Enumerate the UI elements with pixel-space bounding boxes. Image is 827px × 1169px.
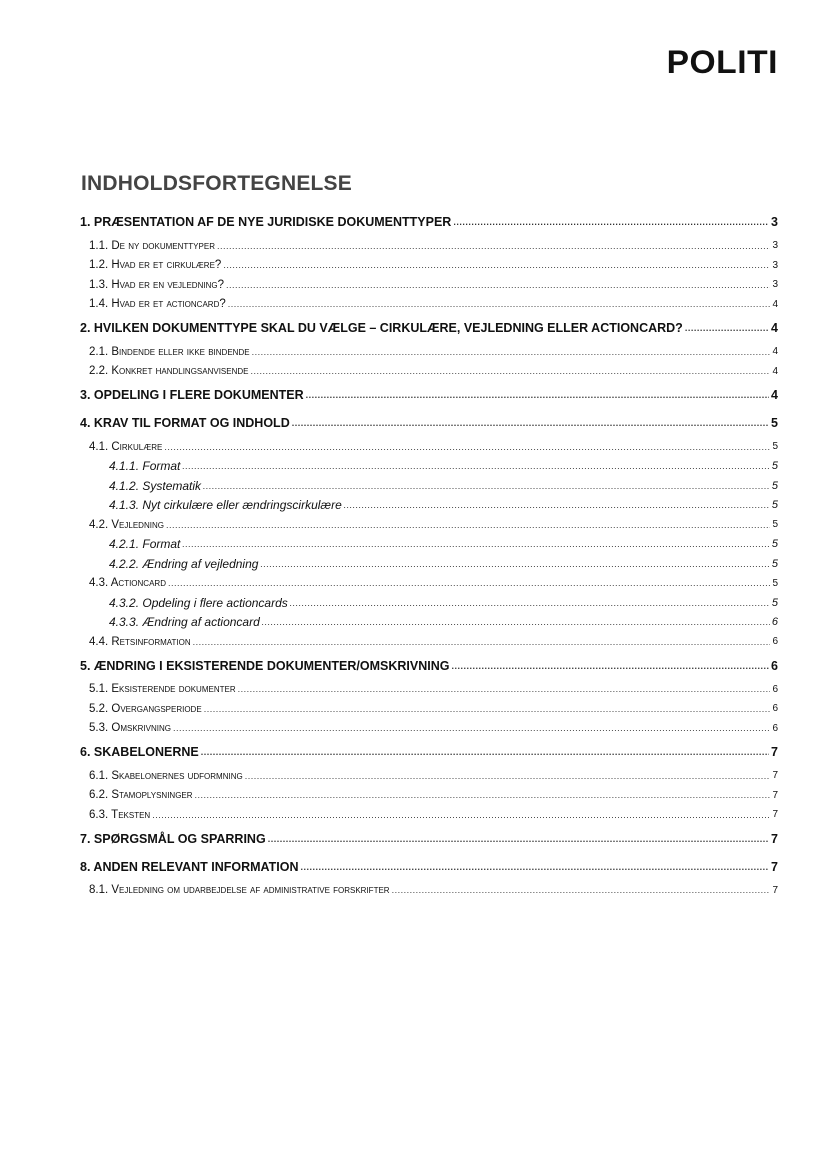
toc-entry-page: 6: [772, 683, 778, 695]
toc-entry[interactable]: [80, 409, 778, 437]
toc-entry[interactable]: [80, 342, 778, 362]
toc-entry-page: 5: [771, 538, 778, 551]
toc-entry-label: 6.3. Teksten: [89, 808, 151, 821]
toc-entry-page: 3: [772, 259, 778, 271]
toc-entry[interactable]: [80, 593, 778, 613]
toc-entry-page: 5: [771, 479, 778, 492]
toc-entry-label: 4.2.1. Format: [109, 537, 181, 552]
toc-leader-dots: [201, 747, 769, 757]
toc-entry[interactable]: [80, 825, 778, 853]
toc-entry-page: 4: [771, 388, 778, 402]
toc-entry[interactable]: [80, 457, 778, 477]
toc-leader-dots: [168, 578, 770, 588]
toc-entry-label: 1.2. Hvad er et cirkulære?: [89, 259, 222, 272]
toc-entry-page: 7: [772, 809, 778, 821]
toc-entry[interactable]: [80, 853, 778, 881]
toc-entry[interactable]: [80, 362, 778, 382]
toc-entry-label: 4.2. Vejledning: [89, 518, 164, 531]
toc-entry-page: 5: [771, 499, 778, 512]
toc-entry-label: 4. KRAV TIL FORMAT OG INDHOLD: [80, 416, 290, 430]
toc-entry[interactable]: [80, 881, 778, 901]
toc-entry-page: 6: [771, 616, 778, 629]
toc-leader-dots: [173, 723, 770, 733]
toc-entry-page: 5: [771, 596, 778, 609]
toc-leader-dots: [392, 885, 771, 895]
toc-entry[interactable]: [80, 437, 778, 457]
table-of-contents: [80, 208, 778, 900]
toc-leader-dots: [245, 771, 771, 781]
toc-entry-page: 6: [772, 703, 778, 715]
toc-entry-label: 5.2. Overgangsperiode: [89, 702, 202, 715]
toc-entry[interactable]: [80, 535, 778, 555]
toc-leader-dots: [262, 617, 770, 627]
toc-entry-page: 5: [772, 519, 778, 531]
toc-entry-label: 1.1. De ny dokumenttyper: [89, 239, 215, 252]
toc-leader-dots: [182, 461, 770, 471]
toc-entry-label: 6. SKABELONERNE: [80, 745, 199, 759]
toc-entry-page: 3: [772, 279, 778, 291]
toc-entry-label: 7. SPØRGSMÅL OG SPARRING: [80, 831, 266, 846]
toc-entry-label: 4.3. Actioncard: [89, 577, 166, 590]
toc-entry-label: 6.1. Skabelonernes udformning: [89, 769, 243, 782]
toc-leader-dots: [223, 260, 770, 270]
toc-entry-page: 4: [772, 365, 778, 377]
toc-entry-label: 3. OPDELING I FLERE DOKUMENTER: [80, 388, 304, 402]
toc-entry-page: 5: [772, 577, 778, 589]
toc-leader-dots: [252, 347, 771, 357]
toc-leader-dots: [344, 500, 770, 510]
toc-leader-dots: [453, 217, 769, 227]
toc-leader-dots: [152, 810, 770, 820]
politi-logo: POLITI: [666, 44, 778, 80]
toc-leader-dots: [685, 323, 769, 333]
toc-entry-page: 7: [772, 770, 778, 782]
toc-entry[interactable]: [80, 256, 778, 276]
toc-leader-dots: [451, 661, 769, 671]
toc-entry-label: 4.4. Retsinformation: [89, 635, 191, 648]
toc-entry-label: 1. PRÆSENTATION AF DE NYE JURIDISKE DOKUMENTTYPER: [80, 215, 452, 229]
toc-entry[interactable]: [80, 314, 778, 342]
toc-entry[interactable]: [80, 554, 778, 574]
toc-entry-label: 4.3.2. Opdeling i flere actioncards: [109, 595, 288, 610]
toc-entry-label: 5. ÆNDRING I EKSISTERENDE DOKUMENTER/OMSKRIVNING: [80, 658, 450, 673]
toc-entry-label: 5.3. Omskrivning: [89, 722, 171, 735]
toc-entry-page: 5: [771, 416, 778, 430]
toc-entry-page: 5: [771, 460, 778, 473]
toc-entry-page: 7: [772, 884, 778, 896]
toc-leader-dots: [166, 520, 770, 530]
toc-entry[interactable]: [80, 496, 778, 516]
toc-entry[interactable]: [80, 236, 778, 256]
toc-entry-page: 7: [771, 745, 778, 759]
toc-entry-label: 1.3. Hvad er en vejledning?: [89, 278, 224, 291]
toc-entry[interactable]: [80, 613, 778, 633]
toc-leader-dots: [268, 834, 769, 844]
toc-entry-page: 7: [772, 789, 778, 801]
toc-leader-dots: [290, 598, 770, 608]
toc-entry[interactable]: [80, 275, 778, 295]
toc-entry-label: 5.1. Eksisterende dokumenter: [89, 683, 236, 696]
toc-entry-page: 6: [771, 658, 778, 673]
toc-entry-page: 6: [772, 636, 778, 648]
toc-leader-dots: [226, 280, 770, 290]
toc-entry-label: 4.3.3. Ændring af actioncard: [109, 615, 260, 630]
toc-entry-label: 8.1. Vejledning om udarbejdelse af administrative forskrifter: [89, 884, 390, 897]
toc-entry[interactable]: [80, 208, 778, 236]
toc-leader-dots: [203, 481, 770, 491]
toc-entry-page: 4: [772, 346, 778, 358]
toc-leader-dots: [204, 704, 771, 714]
toc-leader-dots: [195, 790, 771, 800]
toc-entry-label: 2. HVILKEN DOKUMENTTYPE SKAL DU VÆLGE – CIRKULÆRE, VEJLEDNING ELLER ACTIONCARD?: [80, 321, 683, 335]
toc-entry-page: 3: [771, 215, 778, 229]
toc-entry-label: 2.2. Konkret handlingsanvisende: [89, 365, 249, 378]
toc-entry-page: 4: [771, 321, 778, 335]
toc-leader-dots: [193, 637, 771, 647]
toc-leader-dots: [306, 390, 769, 400]
toc-leader-dots: [217, 241, 770, 251]
toc-entry-label: 4.1.1. Format: [109, 459, 181, 474]
toc-leader-dots: [260, 559, 769, 569]
toc-leader-dots: [182, 539, 770, 549]
toc-entry-page: 5: [772, 441, 778, 453]
toc-entry[interactable]: [80, 652, 778, 680]
toc-entry-label: 1.4. Hvad er et actioncard?: [89, 298, 226, 311]
toc-entry[interactable]: [80, 476, 778, 496]
toc-title: INDHOLDSFORTEGNELSE: [81, 172, 352, 195]
toc-entry[interactable]: [80, 381, 778, 409]
toc-leader-dots: [251, 366, 771, 376]
toc-entry-label: 4.2.2. Ændring af vejledning: [109, 556, 259, 571]
toc-entry[interactable]: [80, 805, 778, 825]
toc-entry-page: 5: [771, 557, 778, 570]
toc-entry-page: 3: [772, 240, 778, 252]
toc-leader-dots: [301, 862, 770, 872]
toc-entry-label: 8. ANDEN RELEVANT INFORMATION: [80, 859, 299, 874]
toc-leader-dots: [292, 418, 769, 428]
toc-entry[interactable]: [80, 680, 778, 700]
toc-entry-label: 2.1. Bindende eller ikke bindende: [89, 345, 250, 358]
toc-leader-dots: [164, 442, 770, 452]
toc-entry[interactable]: [80, 295, 778, 315]
toc-entry[interactable]: [80, 786, 778, 806]
toc-entry-page: 4: [772, 298, 778, 310]
toc-entry-label: 4.1. Cirkulære: [89, 440, 163, 453]
toc-entry-page: 7: [771, 831, 778, 846]
toc-entry[interactable]: [80, 738, 778, 766]
toc-entry-page: 6: [772, 722, 778, 734]
toc-entry[interactable]: [80, 766, 778, 786]
toc-entry[interactable]: [80, 574, 778, 594]
toc-leader-dots: [238, 684, 771, 694]
toc-entry[interactable]: [80, 699, 778, 719]
toc-entry-label: 6.2. Stamoplysninger: [89, 789, 193, 802]
toc-entry-page: 7: [771, 859, 778, 874]
toc-entry-label: 4.1.3. Nyt cirkulære eller ændringscirkulære: [109, 498, 342, 513]
toc-entry[interactable]: [80, 632, 778, 652]
toc-entry-label: 4.1.2. Systematik: [109, 478, 202, 493]
toc-entry[interactable]: [80, 719, 778, 739]
toc-entry[interactable]: [80, 515, 778, 535]
toc-leader-dots: [228, 299, 771, 309]
